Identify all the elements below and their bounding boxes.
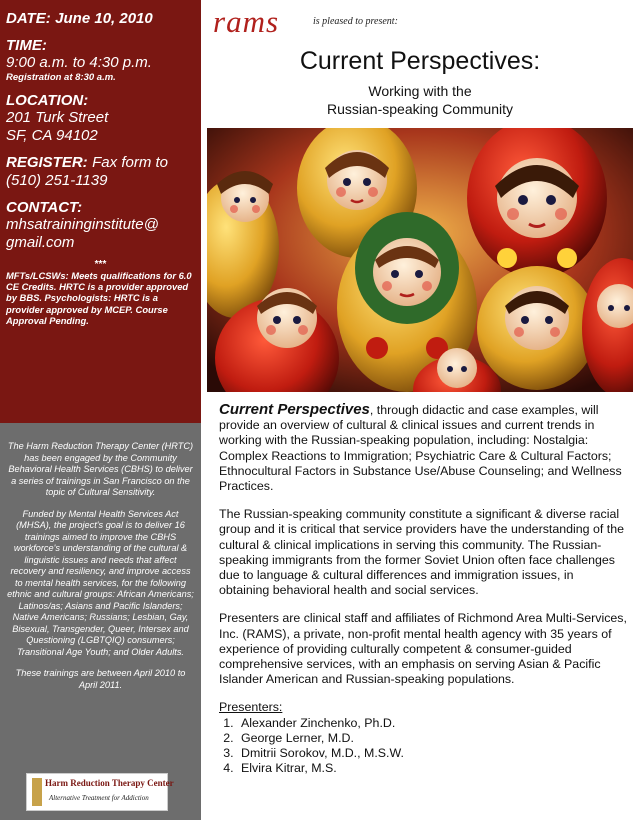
presenter-item: 2. George Lerner, M.D. [237, 731, 627, 746]
hrtc-logo-mark-icon [32, 778, 42, 806]
intro-paragraph [219, 402, 627, 494]
presenter-item: 4. Elvira Kitrar, M.S. [237, 761, 627, 776]
presenters-list [219, 716, 627, 777]
subtitle-line1: Working with the [368, 83, 472, 99]
hrtc-intro: The Harm Reduction Therapy Center (HRTC) has been engaged by the Community Behavioral Health Services (CBHS) to deliver a series of trainings in San Francisco on the topic of Cultural Sensitivity. [7, 441, 194, 497]
mhsa-funding-text: Funded by Mental Health Services Act (MHSA), the project's goal is to deliver 16 trainings aimed to improve the CBHS workforce's understanding of the cultural & linguistic issues and needs that affect recovery and resiliency, and improve access to mental health services, for the following ethnic and cultural groups: African Americans; Latinos/as; Asians and Pacific Islanders; Native Americans; Russians; Lesbian, Gay, Bisexual, Transgender, Queer, Intersex and Questioning (LGBTQIQ) consumers; Transitional Age Youth; and Older Adults. [7, 508, 194, 657]
rams-logo: rams [213, 4, 280, 39]
program-info-panel [0, 423, 201, 820]
registration-note: Registration at 8:30 a.m. [6, 72, 116, 83]
community-paragraph: The Russian-speaking community constitute a significant & diverse racial group and it is critical that service providers have the understanding of the cultural & clinical implications in serving this community. The Russian-speaking immigrants from the former Soviet Union often face challenges due to language & cultural differences and immigration issues, in obtaining behavioral health and social services. [219, 507, 624, 598]
subtitle-line2: Russian-speaking Community [327, 101, 513, 117]
page-subtitle [207, 82, 633, 118]
contact-email-line2[interactable]: gmail.com [6, 234, 75, 251]
register-block [6, 154, 195, 190]
separator-stars: *** [94, 259, 107, 270]
presenter-item: 3. Dmitrii Sorokov, M.D., M.S.W. [237, 746, 627, 761]
hrtc-logo-tagline: Alternative Treatment for Addiction [49, 794, 149, 802]
date-value: June 10, 2010 [55, 10, 153, 27]
time-label: TIME: [6, 37, 47, 54]
location-line2: SF, CA 94102 [6, 127, 98, 144]
time-block [6, 37, 195, 83]
presenter-item: 1. Alexander Zinchenko, Ph.D. [237, 716, 627, 731]
matryoshka-dolls-illustration [207, 128, 633, 392]
flyer-header [207, 0, 633, 128]
location-label: LOCATION: [6, 92, 89, 109]
intro-text: , through didactic and case examples, will provide an overview of cultural & clinical issues and current trends in working with the Russian-speaking population, including: Nostalgia: Complex Reactions to Immigration; Psychiatric Care & Cultural Factors; Ethnocultural Factors in Substance Use/Abuse Counseling; and Wellness Practices. [219, 403, 622, 494]
lead-title: Current Perspectives [219, 401, 370, 418]
presents-text: is pleased to present: [313, 16, 398, 27]
register-fax: (510) 251-1139 [6, 172, 108, 189]
time-value: 9:00 a.m. to 4:30 p.m. [6, 54, 152, 71]
contact-label: CONTACT: [6, 199, 83, 216]
ce-credit-note: MFTs/LCSWs: Meets qualifications for 6.0 CE Credits. HRTC is a provider approved by BBS. Psychologists: HRTC is a provider approved by MCEP. Course Approval Pending. [6, 270, 192, 326]
contact-block [6, 199, 195, 252]
event-details-panel [0, 0, 201, 423]
location-block [6, 92, 195, 145]
register-line1: Fax form to [92, 154, 168, 171]
doll-right-middle [477, 266, 597, 390]
location-line1: 201 Turk Street [6, 109, 109, 126]
hrtc-logo [26, 773, 174, 811]
matryoshka-dolls-photo [207, 128, 633, 392]
date-block [6, 10, 195, 28]
contact-email-line1[interactable]: mhsatraininginstitute@ [6, 216, 159, 233]
training-dates: These trainings are between April 2010 to April 2011. [15, 668, 186, 690]
register-label: REGISTER: [6, 154, 88, 171]
presenters-heading: Presenters: [219, 700, 283, 715]
main-description [219, 402, 627, 776]
hrtc-logo-name: Harm Reduction Therapy Center [45, 778, 174, 788]
date-label: DATE: [6, 10, 51, 27]
presenters-info-paragraph: Presenters are clinical staff and affiliates of Richmond Area Multi-Services, Inc. (RAMS), a private, non-profit mental health agency with 35 years of experience of providing culturally competent & consumer-guided comprehensive services, with an emphasis on serving Asian & Pacific Islander American and Russian-speaking populations. [219, 611, 627, 687]
page-title: Current Perspectives: [299, 47, 541, 75]
